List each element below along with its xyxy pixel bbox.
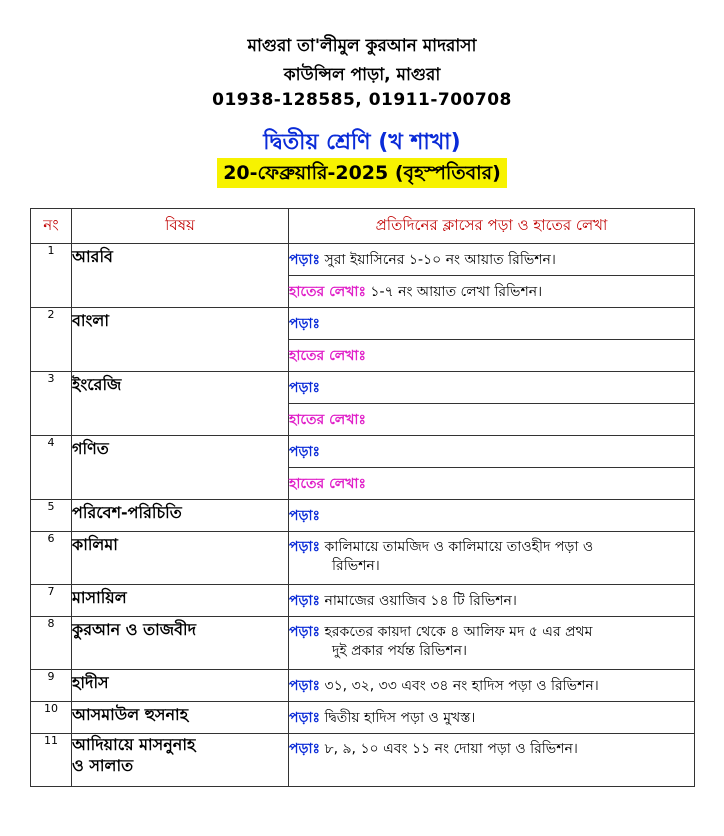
subject-name bbox=[72, 734, 289, 787]
reading-text: কালিমায়ে তামজিদ ও কালিমায়ে তাওহীদ পড়া ও bbox=[324, 539, 594, 555]
reading-text: সুরা ইয়াসিনের ১-১০ নং আয়াত রিভিশন। bbox=[324, 251, 556, 268]
reading-label: পড়াঃ bbox=[289, 592, 321, 609]
reading-cell bbox=[289, 734, 695, 787]
table-header-row bbox=[31, 209, 695, 244]
reading-text: ৮, ৯, ১০ এবং ১১ নং দোয়া পড়া ও রিভিশন। bbox=[324, 741, 578, 757]
date-text: 20-ফেব্রুয়ারি-2025 (বৃহস্পতিবার) bbox=[217, 158, 507, 188]
header-subject: বিষয় bbox=[72, 209, 289, 244]
phone-numbers: 01938-128585, 01911-700708 bbox=[212, 90, 512, 110]
table-row bbox=[31, 585, 695, 617]
subject-name: কুরআন ও তাজবীদ bbox=[72, 617, 289, 670]
reading-cell bbox=[289, 500, 695, 532]
subject-name: আসমাউল হুসনাহ bbox=[72, 702, 289, 734]
reading-text: হরকতের কায়দা থেকে ৪ আলিফ মদ ৫ এর প্রথম bbox=[324, 624, 593, 640]
table-row bbox=[31, 734, 695, 787]
writing-cell bbox=[289, 276, 695, 308]
row-number: 8 bbox=[31, 617, 72, 670]
class-routine-table bbox=[30, 208, 695, 787]
writing-label: হাতের লেখাঃ bbox=[289, 283, 366, 300]
row-number: 2 bbox=[31, 308, 72, 372]
subject-name: মাসায়িল bbox=[72, 585, 289, 617]
class-title: দ্বিতীয় শ্রেণি (খ শাখা) bbox=[263, 130, 461, 155]
reading-label: পড়াঃ bbox=[289, 709, 321, 726]
reading-label: পড়াঃ bbox=[289, 539, 321, 555]
reading-text-continued: রিভিশন। bbox=[332, 558, 380, 574]
row-number: 10 bbox=[31, 702, 72, 734]
table-row bbox=[31, 702, 695, 734]
row-number: 11 bbox=[31, 734, 72, 787]
reading-cell bbox=[289, 436, 695, 468]
reading-text-continued: দুই প্রকার পর্যন্ত রিভিশন। bbox=[332, 643, 467, 659]
reading-cell bbox=[289, 372, 695, 404]
header-details: প্রতিদিনের ক্লাসের পড়া ও হাতের লেখা bbox=[289, 209, 695, 244]
subject-name: ইংরেজি bbox=[72, 372, 289, 436]
table-row bbox=[31, 308, 695, 340]
writing-label: হাতের লেখাঃ bbox=[289, 411, 366, 428]
table-row bbox=[31, 244, 695, 276]
table-row bbox=[31, 500, 695, 532]
row-number: 4 bbox=[31, 436, 72, 500]
reading-text: নামাজের ওয়াজিব ১৪ টি রিভিশন। bbox=[324, 592, 517, 609]
row-number: 5 bbox=[31, 500, 72, 532]
row-number: 3 bbox=[31, 372, 72, 436]
table-row bbox=[31, 670, 695, 702]
reading-label: পড়াঃ bbox=[289, 624, 321, 640]
reading-label: পড়াঃ bbox=[289, 507, 321, 524]
subject-name-line1: আদিয়ায়ে মাসনুনাহ bbox=[72, 735, 196, 754]
reading-cell bbox=[289, 244, 695, 276]
table-row bbox=[31, 436, 695, 468]
reading-label: পড়াঃ bbox=[289, 741, 321, 757]
subject-name-line2: ও সালাত bbox=[72, 756, 134, 775]
row-number: 6 bbox=[31, 532, 72, 585]
table-row bbox=[31, 617, 695, 670]
subject-name: আরবি bbox=[72, 244, 289, 308]
date-banner bbox=[0, 158, 724, 188]
reading-cell bbox=[289, 585, 695, 617]
institution-name: মাগুরা তা'লীমুল কুরআন মাদরাসা bbox=[247, 36, 477, 56]
subject-name: গণিত bbox=[72, 436, 289, 500]
reading-cell bbox=[289, 617, 695, 670]
table-row bbox=[31, 532, 695, 585]
reading-label: পড়াঃ bbox=[289, 315, 321, 332]
reading-label: পড়াঃ bbox=[289, 677, 321, 694]
header-no: নং bbox=[31, 209, 72, 244]
row-number: 1 bbox=[31, 244, 72, 308]
writing-cell bbox=[289, 340, 695, 372]
reading-cell bbox=[289, 702, 695, 734]
writing-cell bbox=[289, 404, 695, 436]
reading-cell bbox=[289, 308, 695, 340]
subject-name: কালিমা bbox=[72, 532, 289, 585]
subject-name: বাংলা bbox=[72, 308, 289, 372]
row-number: 9 bbox=[31, 670, 72, 702]
reading-text: দ্বিতীয় হাদিস পড়া ও মুখস্ত। bbox=[324, 709, 476, 726]
writing-label: হাতের লেখাঃ bbox=[289, 475, 366, 492]
table-row bbox=[31, 372, 695, 404]
institution-address: কাউন্সিল পাড়া, মাগুরা bbox=[283, 65, 441, 85]
reading-cell bbox=[289, 670, 695, 702]
subject-name: পরিবেশ-পরিচিতি bbox=[72, 500, 289, 532]
reading-label: পড়াঃ bbox=[289, 251, 321, 268]
row-number: 7 bbox=[31, 585, 72, 617]
reading-cell bbox=[289, 532, 695, 585]
subject-name: হাদীস bbox=[72, 670, 289, 702]
writing-label: হাতের লেখাঃ bbox=[289, 347, 366, 364]
reading-text: ৩১, ৩২, ৩৩ এবং ৩৪ নং হাদিস পড়া ও রিভিশন। bbox=[324, 677, 599, 694]
reading-label: পড়াঃ bbox=[289, 379, 321, 396]
reading-label: পড়াঃ bbox=[289, 443, 321, 460]
writing-cell bbox=[289, 468, 695, 500]
writing-text: ১-৭ নং আয়াত লেখা রিভিশন। bbox=[370, 283, 543, 300]
